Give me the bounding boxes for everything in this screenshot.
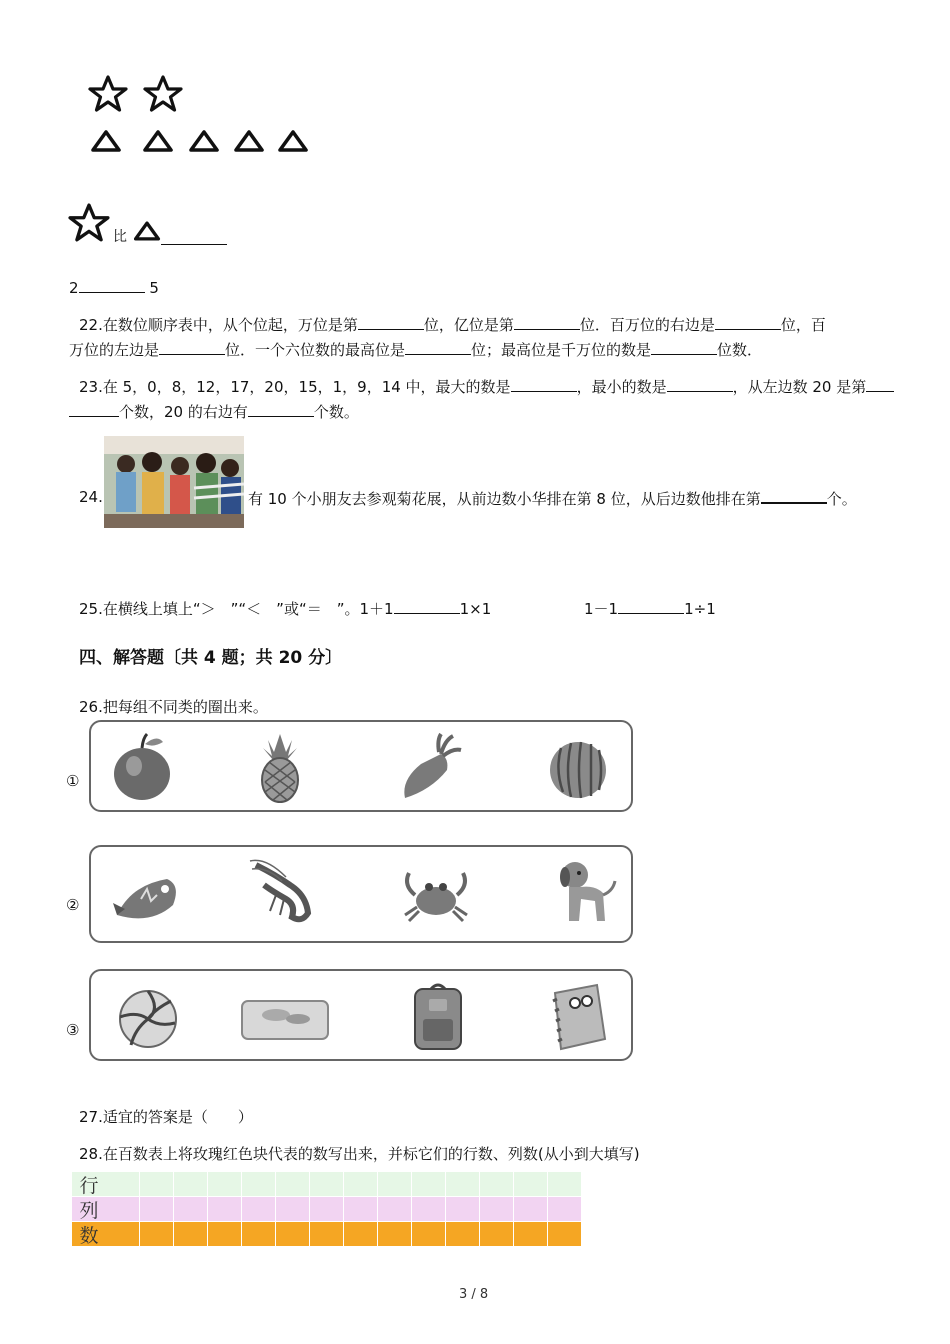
- q22-text: 位；最高位是千万位的数是: [471, 341, 652, 359]
- triangle-icon: [188, 129, 220, 153]
- grid-cell[interactable]: [208, 1222, 242, 1246]
- q24-text: 有 10 个小朋友去参观菊花展，从前边数小华排在第 8 位，从后边数他排在第: [248, 490, 761, 508]
- expr-right: 1×1: [459, 600, 492, 618]
- grid-cell[interactable]: [208, 1172, 242, 1196]
- expr-left: 1－1: [584, 600, 619, 618]
- answer-blank[interactable]: [79, 276, 145, 293]
- answer-blank[interactable]: [866, 375, 894, 392]
- grid-cell[interactable]: [480, 1172, 514, 1196]
- expr-right: 1÷1: [684, 600, 716, 618]
- grid-cell[interactable]: [310, 1172, 344, 1196]
- q22-line2: [69, 338, 762, 361]
- answer-blank[interactable]: [159, 338, 225, 355]
- grid-cell[interactable]: [140, 1197, 174, 1221]
- group-box[interactable]: [89, 969, 633, 1061]
- grid-cell[interactable]: [208, 1197, 242, 1221]
- grid-row: [72, 1197, 582, 1221]
- q22-text: 位，亿位是第: [423, 316, 514, 334]
- backpack-icon[interactable]: [401, 979, 475, 1053]
- q28-line: [79, 1143, 640, 1165]
- pencil-case-icon[interactable]: [236, 979, 334, 1053]
- grid-cell[interactable]: [378, 1197, 412, 1221]
- star-icon: [143, 75, 183, 113]
- grid-cell[interactable]: [344, 1222, 378, 1246]
- triangle-icon: [142, 129, 174, 153]
- q22-text: 位，百: [780, 316, 826, 334]
- carrot-icon[interactable]: [391, 730, 465, 804]
- grid-cell[interactable]: [140, 1172, 174, 1196]
- answer-blank[interactable]: [69, 400, 119, 417]
- answer-blank[interactable]: [394, 597, 460, 614]
- grid-cell[interactable]: [174, 1222, 208, 1246]
- answer-blank[interactable]: [405, 338, 471, 355]
- page-number: 3 / 8: [459, 1287, 489, 1302]
- answer-blank[interactable]: [248, 400, 314, 417]
- grid-cell[interactable]: [140, 1222, 174, 1246]
- fish-icon[interactable]: [111, 855, 185, 929]
- grid-cell[interactable]: [106, 1222, 140, 1246]
- grid-cell[interactable]: [446, 1222, 480, 1246]
- question-number: 28.: [79, 1145, 103, 1163]
- grid-cell[interactable]: [276, 1222, 310, 1246]
- grid-cell[interactable]: [548, 1172, 582, 1196]
- question-number: 26.: [79, 698, 103, 716]
- q22-line1: [79, 313, 826, 336]
- grid-cell[interactable]: [344, 1197, 378, 1221]
- grid-row-label: 数: [72, 1222, 106, 1246]
- q25-line: [79, 597, 491, 620]
- q28-text: 在百数表上将玫瑰红色块代表的数写出来，并标它们的行数、列数(从小到大填写): [102, 1145, 640, 1163]
- question-number: 22.: [79, 316, 103, 334]
- q25-line-b: [584, 597, 716, 620]
- grid-cell[interactable]: [514, 1197, 548, 1221]
- group-label: ②: [66, 896, 80, 914]
- ball-icon[interactable]: [111, 979, 185, 1053]
- answer-blank[interactable]: [618, 597, 684, 614]
- grid-cell[interactable]: [412, 1197, 446, 1221]
- grid-cell[interactable]: [412, 1222, 446, 1246]
- triangle-icon: [133, 220, 161, 242]
- answer-blank[interactable]: [715, 313, 781, 330]
- children-photo-art: [104, 436, 244, 528]
- expr-left: 1＋1: [359, 600, 394, 618]
- answer-blank[interactable]: [761, 486, 827, 504]
- grid-cell[interactable]: [446, 1197, 480, 1221]
- q24-text: 个。: [826, 490, 857, 508]
- grid-cell[interactable]: [480, 1222, 514, 1246]
- grid-cell[interactable]: [344, 1172, 378, 1196]
- triangle-icon: [90, 129, 122, 153]
- grid-cell[interactable]: [514, 1222, 548, 1246]
- question-number: 27.: [79, 1108, 103, 1126]
- q25-text: 在横线上填上“＞ ”“＜ ”或“＝ ”。: [102, 600, 360, 618]
- grid-cell[interactable]: [242, 1172, 276, 1196]
- grid-cell[interactable]: [174, 1172, 208, 1196]
- grid-cell[interactable]: [106, 1172, 140, 1196]
- apple-icon[interactable]: [105, 730, 179, 804]
- grid-cell[interactable]: [310, 1197, 344, 1221]
- shrimp-icon[interactable]: [246, 855, 320, 929]
- watermelon-icon[interactable]: [541, 730, 615, 804]
- q27-line: [79, 1106, 253, 1128]
- grid-cell[interactable]: [276, 1197, 310, 1221]
- grid-row: [72, 1222, 582, 1246]
- q22-text: 位．一个六位数的最高位是: [225, 341, 406, 359]
- q23-text: 在 5，0，8，12，17，20，15，1，9，14 中，最大的数是: [102, 378, 511, 396]
- grid-cell[interactable]: [174, 1197, 208, 1221]
- grid-row-label: 行: [72, 1172, 106, 1196]
- grid-row-label: 列: [72, 1197, 106, 1221]
- grid-cell[interactable]: [480, 1197, 514, 1221]
- q24-text-line: [248, 486, 857, 510]
- answer-blank[interactable]: [358, 313, 424, 330]
- grid-cell[interactable]: [378, 1222, 412, 1246]
- q26-text: 把每组不同类的圈出来。: [102, 698, 268, 716]
- grid-cell[interactable]: [242, 1197, 276, 1221]
- section-title: 四、解答题〔共 4 题；共 20 分〕: [79, 648, 343, 668]
- group-label: ①: [66, 772, 80, 790]
- question-number: 25.: [79, 600, 103, 618]
- grid-cell[interactable]: [310, 1222, 344, 1246]
- grid-cell[interactable]: [446, 1172, 480, 1196]
- grid-cell[interactable]: [548, 1222, 582, 1246]
- q22-text: 位数．: [717, 341, 763, 359]
- q22-text: 位．百万位的右边是: [579, 316, 715, 334]
- q23-text: 个数。: [313, 403, 359, 421]
- answer-blank[interactable]: [651, 338, 717, 355]
- pineapple-icon[interactable]: [243, 730, 317, 804]
- crab-icon[interactable]: [399, 855, 473, 929]
- answer-blank[interactable]: [667, 375, 733, 392]
- group-box[interactable]: [89, 845, 633, 943]
- q21-line2: [69, 276, 159, 299]
- children-photo: [104, 436, 244, 528]
- q23-text: ，最小的数是: [576, 378, 667, 396]
- triangle-icon: [233, 129, 265, 153]
- notebook-icon[interactable]: [539, 979, 613, 1053]
- answer-blank[interactable]: [514, 313, 580, 330]
- grid-cell[interactable]: [106, 1197, 140, 1221]
- grid-row: [72, 1172, 582, 1196]
- q23-line1: [79, 375, 894, 398]
- grid-cell[interactable]: [548, 1197, 582, 1221]
- q23-line2: [69, 400, 359, 423]
- grid-cell[interactable]: [242, 1222, 276, 1246]
- star-icon: [88, 75, 128, 113]
- question-number: 23.: [79, 378, 103, 396]
- q23-text: 个数，20 的右边有: [119, 403, 248, 421]
- compare-right: 5: [149, 279, 159, 297]
- answer-blank[interactable]: [161, 228, 227, 245]
- grid-cell[interactable]: [276, 1172, 310, 1196]
- answer-blank[interactable]: [511, 375, 577, 392]
- q22-text: 万位的左边是: [69, 341, 160, 359]
- grid-cell[interactable]: [412, 1172, 446, 1196]
- q27-text: 适宜的答案是（ ）: [102, 1108, 253, 1126]
- triangle-icon: [277, 129, 309, 153]
- question-number: 24.: [79, 488, 103, 506]
- q22-text: 在数位顺序表中，从个位起，万位是第: [102, 316, 358, 334]
- grid-cell[interactable]: [514, 1172, 548, 1196]
- compare-word: 比: [113, 229, 127, 245]
- grid-cell[interactable]: [378, 1172, 412, 1196]
- group-box[interactable]: [89, 720, 633, 812]
- group-label: ③: [66, 1021, 80, 1039]
- star-icon: [68, 203, 110, 243]
- compare-left: 2: [69, 279, 79, 297]
- dog-icon[interactable]: [545, 855, 619, 929]
- q26-line: [79, 696, 268, 718]
- q23-text: ，从左边数 20 是第: [732, 378, 867, 396]
